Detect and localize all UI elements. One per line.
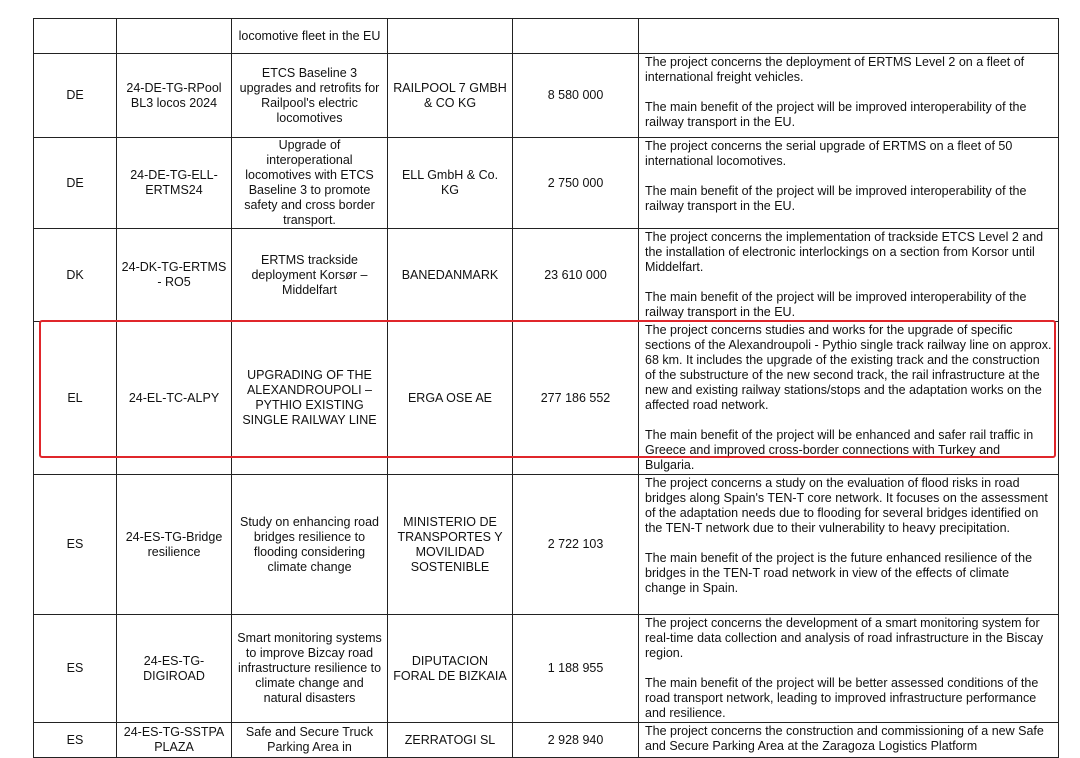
- beneficiary-cell: DIPUTACION FORAL DE BIZKAIA: [388, 615, 513, 723]
- project-code-cell: 24-DK-TG-ERTMS - RO5: [117, 229, 232, 322]
- projects-table: [33, 18, 1059, 758]
- amount-cell: 8 580 000: [513, 54, 639, 138]
- table-row: [34, 229, 1059, 322]
- description-paragraph: The main benefit of the project will be improved interoperability of the railway transport in the EU.: [645, 100, 1027, 129]
- project-title-cell: UPGRADING OF THE ALEXANDROUPOLI – PYTHIO EXISTING SINGLE RAILWAY LINE: [232, 322, 388, 475]
- amount-cell: 277 186 552: [513, 322, 639, 475]
- table-row: [34, 138, 1059, 229]
- description-paragraph: The project concerns the deployment of ERTMS Level 2 on a fleet of international freight vehicles.: [645, 55, 1025, 84]
- country-cell: DE: [34, 138, 117, 229]
- project-code-cell: 24-ES-TG-DIGIROAD: [117, 615, 232, 723]
- country-cell: [34, 19, 117, 54]
- beneficiary-cell: ZERRATOGI SL: [388, 723, 513, 758]
- table-row: [34, 723, 1059, 758]
- project-title-cell: locomotive fleet in the EU: [232, 19, 388, 54]
- description-cell: [639, 229, 1059, 322]
- project-title-cell: Smart monitoring systems to improve Bizcay road infrastructure resilience to climate change and natural disasters: [232, 615, 388, 723]
- description-cell: [639, 54, 1059, 138]
- description-cell: [639, 615, 1059, 723]
- description-paragraph: The project concerns studies and works for the upgrade of specific sections of the Alexandroupoli - Pythio single track railway line on approx. 68 km. It includes the upgrade of the existing track and the construction of the substructure of the new second track, the rail infrastructure at the new and existing railway stations/stops and the adaptation works on the affected road network.: [645, 323, 1052, 412]
- country-cell: ES: [34, 615, 117, 723]
- table-row: [34, 615, 1059, 723]
- description-cell: [639, 723, 1059, 758]
- description-paragraph: The project concerns the development of a smart monitoring system for real-time data collection and analysis of road infrastructure in the Biscay region.: [645, 616, 1044, 660]
- project-code-cell: 24-DE-TG-RPool BL3 locos 2024: [117, 54, 232, 138]
- table-row: [34, 322, 1059, 475]
- project-code-cell: [117, 19, 232, 54]
- project-title-cell: Upgrade of interoperational locomotives with ETCS Baseline 3 to promote safety and cross border transport.: [232, 138, 388, 229]
- country-cell: DK: [34, 229, 117, 322]
- description-paragraph: The project concerns the implementation of trackside ETCS Level 2 and the installation of electronic interlockings on a section from Korsor until Middelfart.: [645, 230, 1044, 274]
- description-paragraph: The main benefit of the project will be improved interoperability of the railway transport in the EU.: [645, 290, 1027, 319]
- description-paragraph: The main benefit of the project will be improved interoperability of the railway transport in the EU.: [645, 184, 1027, 213]
- description-paragraph: The main benefit of the project is the future enhanced resilience of the bridges in the TEN-T road network in view of the effects of climate change in Spain.: [645, 551, 1033, 595]
- description-paragraph: The main benefit of the project will be better assessed conditions of the road transport network, leading to improved infrastructure performance and resilience.: [645, 676, 1039, 720]
- amount-cell: 23 610 000: [513, 229, 639, 322]
- beneficiary-cell: RAILPOOL 7 GMBH & CO KG: [388, 54, 513, 138]
- description-paragraph: The project concerns the construction and commissioning of a new Safe and Secure Parking Area at the Zaragoza Logistics Platform: [645, 724, 1044, 753]
- beneficiary-cell: [388, 19, 513, 54]
- amount-cell: 2 750 000: [513, 138, 639, 229]
- country-cell: DE: [34, 54, 117, 138]
- project-title-cell: Study on enhancing road bridges resilience to flooding considering climate change: [232, 475, 388, 615]
- beneficiary-cell: BANEDANMARK: [388, 229, 513, 322]
- description-cell: [639, 19, 1059, 54]
- project-title-cell: ETCS Baseline 3 upgrades and retrofits for Railpool's electric locomotives: [232, 54, 388, 138]
- amount-cell: 1 188 955: [513, 615, 639, 723]
- project-code-cell: 24-ES-TG-Bridge resilience: [117, 475, 232, 615]
- description-paragraph: The project concerns the serial upgrade of ERTMS on a fleet of 50 international locomotives.: [645, 139, 1013, 168]
- project-code-cell: 24-EL-TC-ALPY: [117, 322, 232, 475]
- table-row: [34, 475, 1059, 615]
- description-paragraph: The project concerns a study on the evaluation of flood risks in road bridges along Spain's TEN-T core network. It focuses on the assessment of the adaptation needs due to flooding for several bridges identified on the TEN-T network due to their vulnerability to heavy precipitation.: [645, 476, 1048, 535]
- description-cell: [639, 322, 1059, 475]
- description-paragraph: The main benefit of the project will be enhanced and safer rail traffic in Greece and improved cross-border connections with Turkey and Bulgaria.: [645, 428, 1034, 472]
- beneficiary-cell: ERGA OSE AE: [388, 322, 513, 475]
- table-row: [34, 54, 1059, 138]
- description-cell: [639, 138, 1059, 229]
- beneficiary-cell: MINISTERIO DE TRANSPORTES Y MOVILIDAD SOSTENIBLE: [388, 475, 513, 615]
- country-cell: ES: [34, 723, 117, 758]
- country-cell: EL: [34, 322, 117, 475]
- project-code-cell: 24-ES-TG-SSTPA PLAZA: [117, 723, 232, 758]
- amount-cell: 2 722 103: [513, 475, 639, 615]
- beneficiary-cell: ELL GmbH & Co. KG: [388, 138, 513, 229]
- amount-cell: [513, 19, 639, 54]
- country-cell: ES: [34, 475, 117, 615]
- table-row: [34, 19, 1059, 54]
- project-code-cell: 24-DE-TG-ELL-ERTMS24: [117, 138, 232, 229]
- description-cell: [639, 475, 1059, 615]
- project-title-cell: Safe and Secure Truck Parking Area in: [232, 723, 388, 758]
- project-title-cell: ERTMS trackside deployment Korsør – Middelfart: [232, 229, 388, 322]
- amount-cell: 2 928 940: [513, 723, 639, 758]
